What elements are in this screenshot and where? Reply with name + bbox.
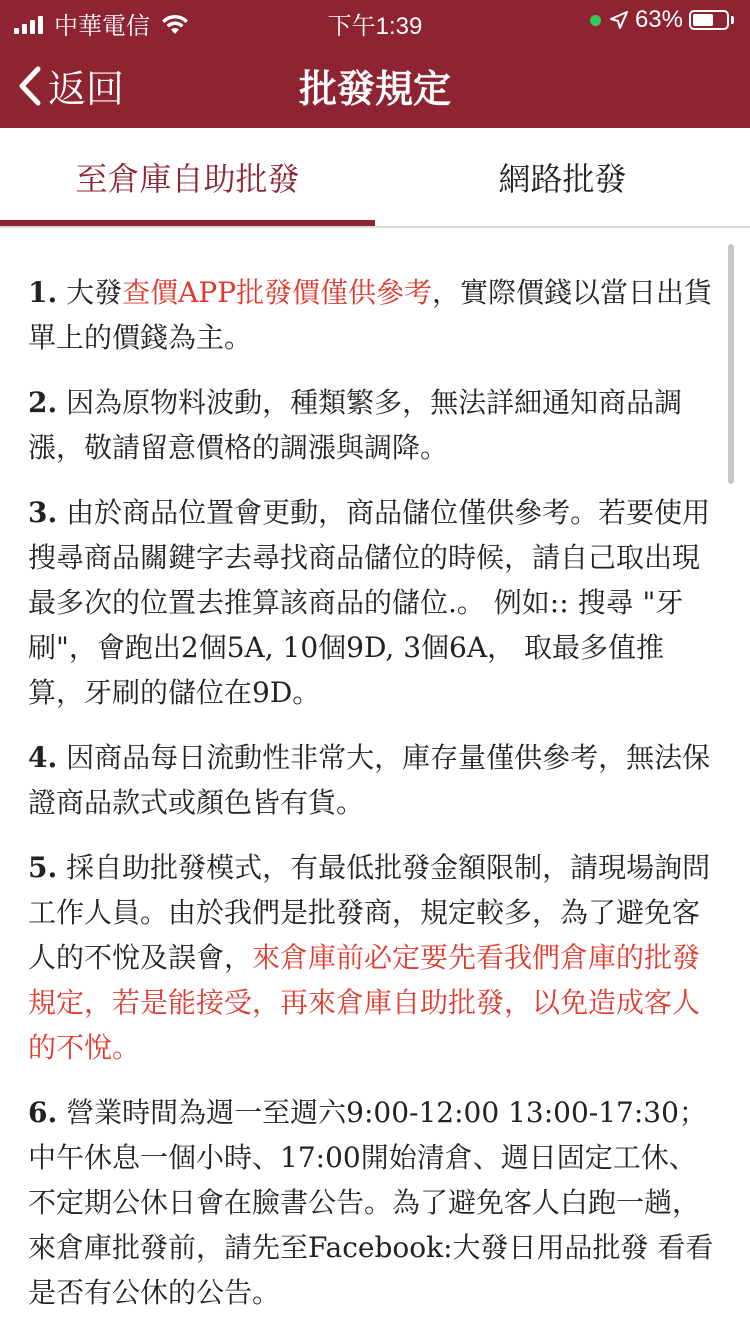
rule-item-3 — [28, 490, 718, 715]
rules-content — [28, 270, 718, 1334]
rule-text: 大發 — [57, 276, 123, 309]
rule-text: 因商品每日流動性非常大，庫存量僅供參考，無法保證商品款式或顏色皆有貨。 — [28, 741, 711, 819]
active-tab-indicator — [0, 220, 375, 226]
rule-number: 2. — [28, 386, 58, 419]
rule-item-5 — [28, 845, 718, 1070]
tab-online-wholesale[interactable]: 網路批發 — [498, 160, 627, 198]
scrollbar[interactable] — [728, 244, 734, 484]
rule-text: 因為原物料波動，種類繁多，無法詳細通知商品調漲，敬請留意價格的調漲與調降。 — [28, 386, 683, 464]
rule-item-4 — [28, 735, 718, 825]
location-arrow-icon — [609, 10, 629, 30]
status-time: 下午1:39 — [327, 13, 423, 40]
rule-highlight: 來倉庫前必定要先看我們倉庫的批發規定，若是能接受，再來倉庫自助批發，以免造成客人的不悅。 — [28, 941, 701, 1064]
back-label: 返回 — [48, 67, 125, 111]
rule-number: 5. — [28, 851, 58, 884]
battery-icon — [689, 10, 729, 30]
status-right — [590, 6, 734, 34]
rule-item-6 — [28, 1090, 718, 1315]
rule-highlight: 查價APP批發價僅供參考 — [122, 276, 433, 309]
rule-text: 由於商品位置會更動，商品儲位僅供參考。若要使用搜尋商品關鍵字去尋找商品儲位的時候，請自己取出現最多次的位置去推算該商品的儲位.。 例如:: 搜尋 "牙刷"，會跑出2個5A, 10個9D, 3個6A， 取最多值推算，牙刷的儲位在9D。 — [28, 496, 711, 709]
rule-item-1 — [28, 270, 718, 360]
recording-indicator-icon — [590, 15, 601, 26]
rule-text: 營業時間為週一至週六9:00-12:00 13:00-17:30；中午休息一個小時、17:00開始清倉、週日固定工休、不定期公休日會在臉書公告。為了避免客人白跑一趟，來倉庫批發前，請先至Facebook:大發日用品批發 看看是否有公休的公告。 — [28, 1096, 714, 1309]
tab-bar — [0, 128, 750, 228]
status-bar — [0, 0, 750, 40]
battery-fill — [693, 14, 713, 26]
rule-number: 6. — [28, 1096, 58, 1129]
battery-tip — [731, 16, 734, 24]
rule-number: 1. — [28, 276, 58, 309]
rule-text: ，實際價錢以當日出貨單上的價錢為主。 — [28, 276, 713, 354]
rule-number: 3. — [28, 496, 58, 529]
carrier-name: 中華電信 — [54, 13, 150, 40]
rule-text: 採自助批發模式，有最低批發金額限制，請現場詢問工作人員。由於我們是批發商，規定較多，為了避免客人的不悅及誤會， — [28, 851, 711, 974]
rule-number: 4. — [28, 741, 58, 774]
page-title: 批發規定 — [298, 67, 451, 111]
rule-item-2 — [28, 380, 718, 470]
tab-warehouse-self-service[interactable]: 至倉庫自助批發 — [75, 160, 300, 198]
navigation-bar — [0, 40, 750, 128]
battery-percent: 63% — [634, 6, 683, 33]
